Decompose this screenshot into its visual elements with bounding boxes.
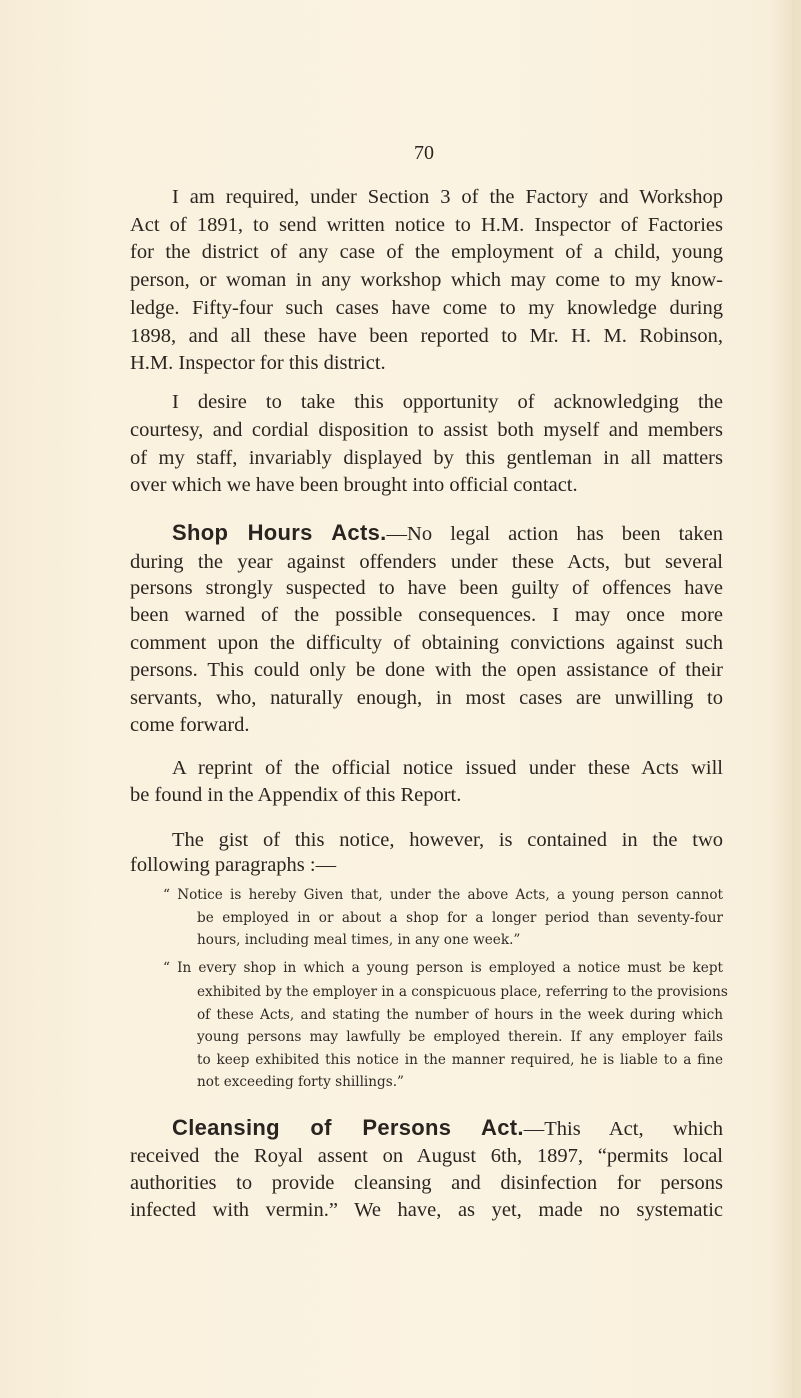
quote-line: “ In every shop in which a young person is employed a notice must be kept	[163, 960, 723, 976]
text-line: over which we have been brought into official contact.	[130, 474, 578, 496]
text-line: servants, who, naturally enough, in most cases are unwilling to	[130, 687, 723, 709]
text-line: come forward.	[130, 714, 250, 736]
page-edge	[792, 0, 801, 1398]
text-line: following paragraphs :—	[130, 854, 337, 876]
quote-line: young persons may lawfully be employed therein. If any employer fails	[197, 1029, 723, 1045]
text-line: 1898, and all these have been reported to Mr. H. M. Robinson,	[130, 325, 723, 347]
text-line: courtesy, and cordial disposition to assist both myself and members	[130, 419, 723, 441]
quote-line: hours, including meal times, in any one week.”	[197, 932, 521, 948]
text-line: for the district of any case of the employment of a child, young	[130, 241, 723, 263]
text-line: persons strongly suspected to have been guilty of offences have	[130, 577, 723, 599]
text-line: ledge. Fifty-four such cases have come to my knowledge during	[130, 297, 723, 319]
quote-line: “ Notice is hereby Given that, under the above Acts, a young person cannot	[163, 887, 723, 903]
text-line: I desire to take this opportunity of acknowledging the	[172, 391, 723, 413]
text-line: The gist of this notice, however, is contained in the two	[172, 829, 723, 851]
text-line	[172, 519, 723, 547]
page-number: 70	[414, 142, 434, 164]
text-line: comment upon the difficulty of obtaining convictions against such	[130, 632, 723, 654]
text-line: person, or woman in any workshop which may come to my know-	[130, 269, 723, 291]
text-line: authorities to provide cleansing and disinfection for persons	[130, 1172, 723, 1194]
section-heading: Shop Hours Acts.	[172, 520, 387, 545]
quote-line: to keep exhibited this notice in the manner required, he is liable to a fine	[197, 1052, 723, 1068]
text-line: A reprint of the official notice issued under these Acts will	[172, 757, 723, 779]
text-line: of my staff, invariably displayed by this gentleman in all matters	[130, 447, 723, 469]
text-line	[172, 1114, 723, 1142]
text-line: infected with vermin.” We have, as yet, made no systematic	[130, 1199, 723, 1221]
text-line: be found in the Appendix of this Report.	[130, 784, 462, 806]
quote-line: not exceeding forty shillings.”	[197, 1074, 404, 1090]
text-run: —This Act, which	[523, 1118, 723, 1140]
text-line: H.M. Inspector for this district.	[130, 352, 386, 374]
text-line: during the year against offenders under these Acts, but several	[130, 551, 723, 573]
quote-line: of these Acts, and stating the number of hours in the week during which	[197, 1007, 723, 1023]
section-heading: Cleansing of Persons Act.	[172, 1115, 524, 1140]
text-line: received the Royal assent on August 6th, 1897, “permits local	[130, 1145, 723, 1167]
quote-line: be employed in or about a shop for a longer period than seventy-four	[197, 910, 723, 926]
text-line: Act of 1891, to send written notice to H.M. Inspector of Factories	[130, 214, 723, 236]
text-run: —No legal action has been taken	[386, 523, 723, 545]
text-line: been warned of the possible consequences. I may once more	[130, 604, 723, 626]
text-line: I am required, under Section 3 of the Factory and Workshop	[172, 186, 723, 208]
text-line: persons. This could only be done with the open assistance of their	[130, 659, 723, 681]
quote-line: exhibited by the employer in a conspicuous place, referring to the provisions	[197, 984, 728, 1000]
